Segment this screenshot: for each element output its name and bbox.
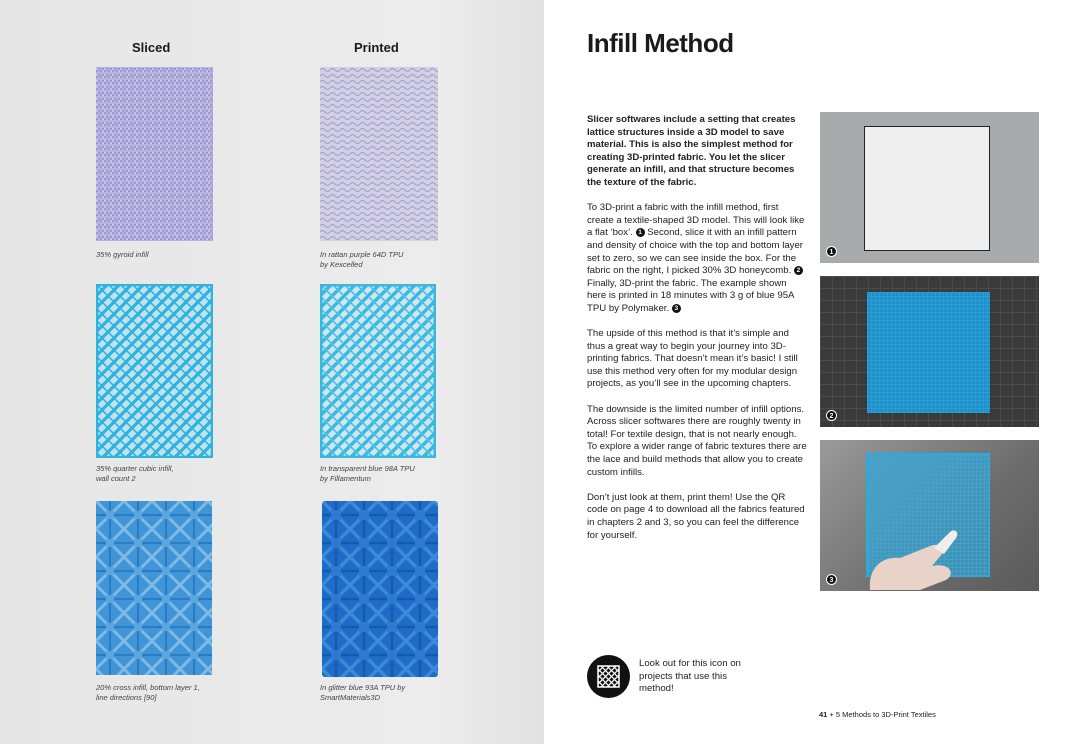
page-footer: 41 + 5 Methods to 3D-Print Textiles	[819, 710, 936, 719]
flat-box-model	[864, 126, 990, 251]
step-3-badge: 3	[826, 574, 837, 585]
printed-caption-1: In rattan purple 64D TPU by Kexcelled	[320, 250, 404, 269]
icon-note: Look out for this icon on projects that use this method!	[639, 658, 741, 695]
printed-column-heading: Printed	[354, 40, 399, 55]
sliced-caption-1: 35% gyroid infill	[96, 250, 149, 259]
hand-holding-fabric	[860, 518, 960, 590]
body-text	[587, 114, 807, 555]
infill-method-icon	[587, 655, 630, 698]
printed-rattan-swatch	[320, 67, 438, 241]
step-1-badge: 1	[826, 246, 837, 257]
step-1-photo	[820, 112, 1039, 263]
call-to-action-paragraph: Don’t just look at them, print them! Use the QR code on page 4 to download all the fabrics featured in chapters 2 and 3, so you can feel the difference for yourself.	[587, 491, 805, 541]
page-number: 41	[819, 710, 828, 719]
upside-paragraph: The upside of this method is that it’s simple and thus a great way to begin your journey into 3D-printing fabrics. That doesn’t mean it’s basic! I still use this method very often for my modular design projects, as you’ll see in the upcoming chapters.	[587, 328, 798, 390]
step-2-badge: 2	[826, 410, 837, 421]
step-3-marker: 3	[672, 304, 681, 313]
section-title: 5 Methods to 3D-Print Textiles	[835, 710, 936, 719]
printed-caption-3: In glitter blue 93A TPU by SmartMaterials3D	[320, 683, 406, 702]
sliced-caption-3: 20% cross infill, bottom layer 1, line directions [90]	[96, 683, 200, 702]
downside-paragraph: The downside is the limited number of infill options. Across slicer softwares there are roughly twenty in total! For textile design, that is not nearly enough. To explore a wider range of fabric textures there are the lace and build methods that allow you to create custom infills.	[587, 403, 807, 478]
sliced-cross-swatch	[96, 501, 212, 675]
sliced-column-heading: Sliced	[132, 40, 171, 55]
sliced-gyroid-swatch	[96, 67, 213, 241]
printed-cross-swatch	[322, 501, 438, 677]
sliced-infill-model	[867, 292, 990, 413]
lead-paragraph: Slicer softwares include a setting that creates lattice structures inside a 3D model to save material. This is also the simplest method for creating 3D-printed fabric. You let the slicer generate an infill, and that structure becomes the texture of the fabric.	[587, 114, 796, 188]
step-1-marker: 1	[636, 228, 645, 237]
step-2-slicer-photo	[820, 276, 1039, 427]
page-title: Infill Method	[587, 28, 734, 58]
printed-caption-2: In transparent blue 98A TPU by Fillamentum	[320, 464, 415, 483]
step-3-printed-photo	[820, 440, 1039, 591]
method-paragraph: To 3D-print a fabric with the infill method, first create a textile-shaped 3D model. This will look like a flat ‘box’. 1 Second, slice it with an infill pattern and density of choice with the top and bottom layer set to zero, so we can see inside the box. For the fabric on the right, I picked 30% 3D honeycomb. 2 Finally, 3D-print the fabric. The example shown here is printed in 18 minutes with 3 g of blue 95A TPU by Polymaker. 3	[587, 202, 805, 314]
step-2-marker: 2	[794, 266, 803, 275]
sliced-caption-2: 35% quarter cubic infill, wall count 2	[96, 464, 174, 483]
sliced-quarter-cubic-swatch	[96, 284, 213, 458]
printed-quarter-cubic-swatch	[320, 284, 436, 458]
right-page	[544, 0, 1088, 744]
